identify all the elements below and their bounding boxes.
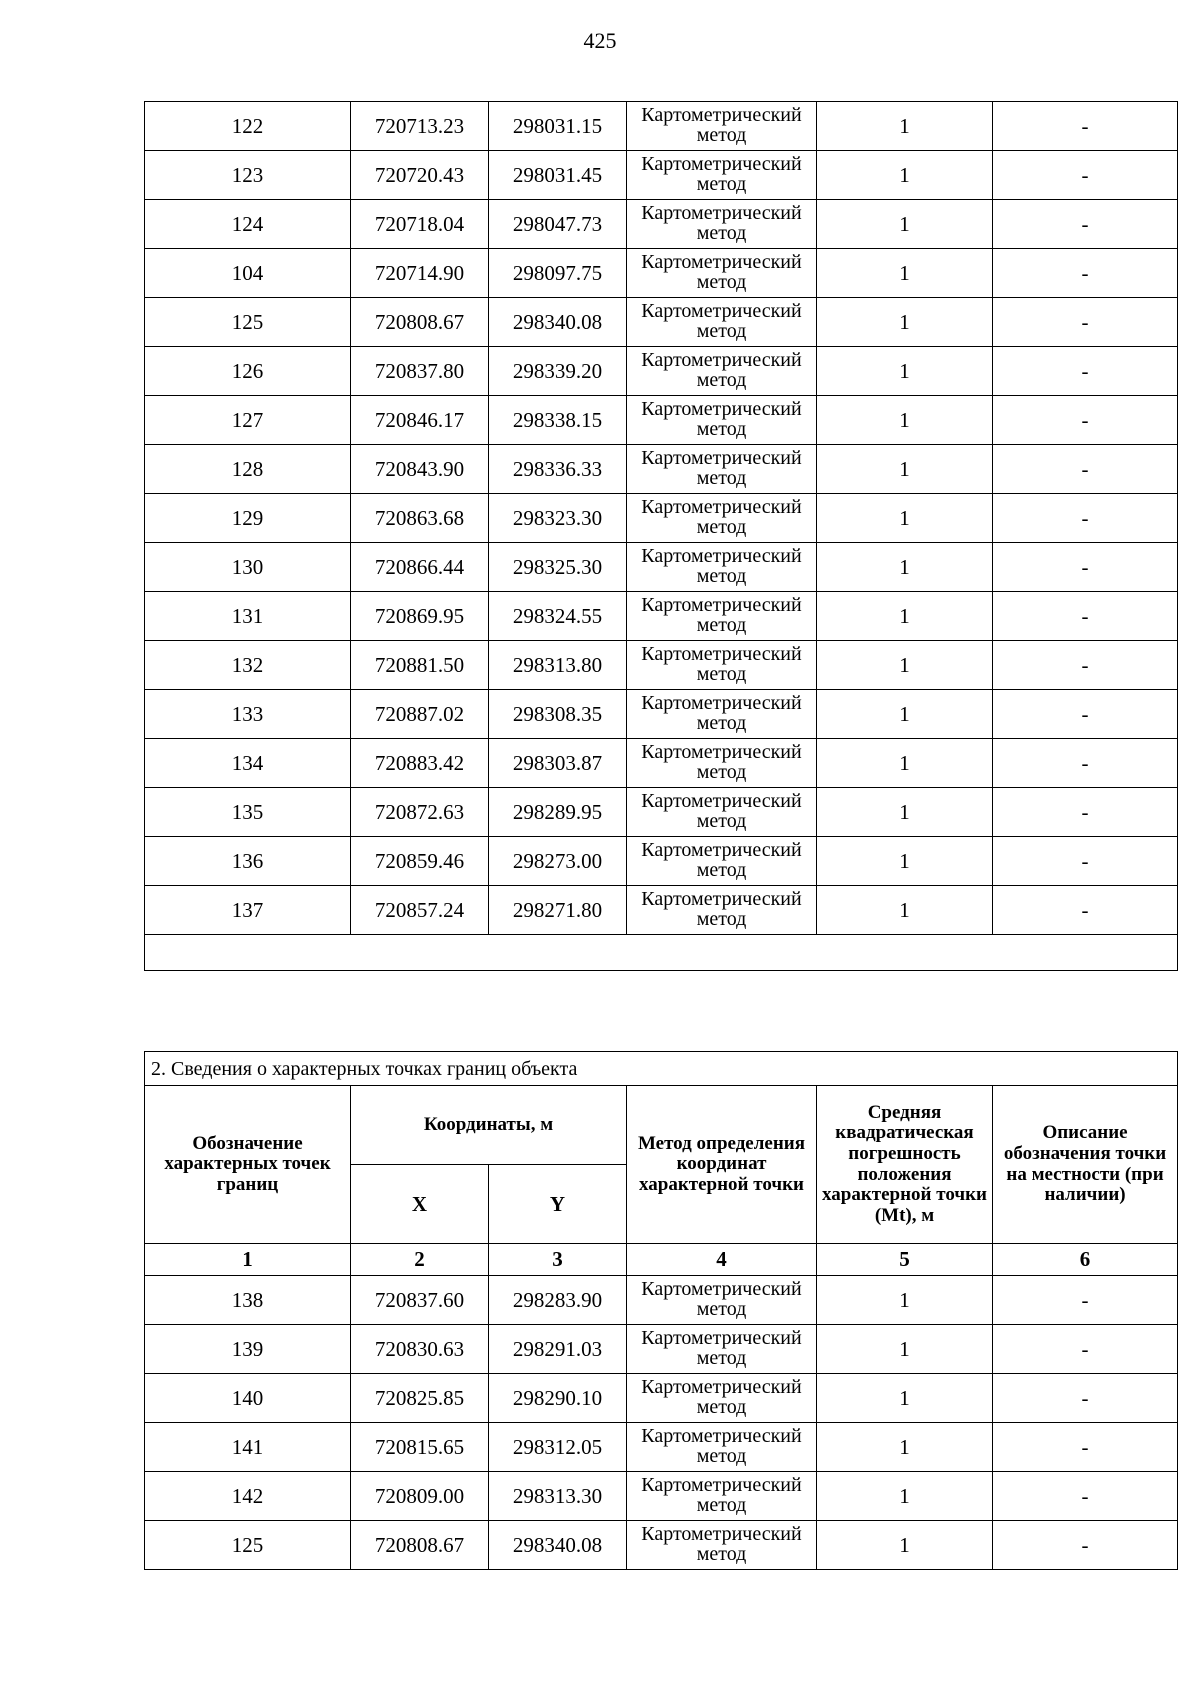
column-number: 3 (489, 1244, 627, 1276)
mt-cell: 1 (817, 886, 993, 935)
mt-cell: 1 (817, 690, 993, 739)
x-cell: 720720.43 (351, 151, 489, 200)
boundary-points-table (144, 1051, 1178, 1570)
y-cell: 298289.95 (489, 788, 627, 837)
x-cell: 720837.60 (351, 1276, 489, 1325)
point-cell: 122 (145, 102, 351, 151)
method-cell: Картометрический метод (627, 445, 817, 494)
y-cell: 298338.15 (489, 396, 627, 445)
point-cell: 104 (145, 249, 351, 298)
method-cell: Картометрический метод (627, 690, 817, 739)
description-cell: - (993, 837, 1178, 886)
header-method: Метод определения координат характерной точки (627, 1086, 817, 1244)
x-cell: 720857.24 (351, 886, 489, 935)
mt-cell: 1 (817, 200, 993, 249)
method-cell: Картометрический метод (627, 1423, 817, 1472)
mt-cell: 1 (817, 494, 993, 543)
mt-cell: 1 (817, 592, 993, 641)
mt-cell: 1 (817, 151, 993, 200)
method-cell: Картометрический метод (627, 102, 817, 151)
y-cell: 298097.75 (489, 249, 627, 298)
table-row (145, 886, 1178, 935)
column-number: 2 (351, 1244, 489, 1276)
header-x: X (351, 1165, 489, 1244)
point-cell: 140 (145, 1374, 351, 1423)
method-cell: Картометрический метод (627, 200, 817, 249)
page-number: 425 (583, 28, 617, 53)
description-cell: - (993, 1374, 1178, 1423)
description-cell: - (993, 641, 1178, 690)
method-cell: Картометрический метод (627, 249, 817, 298)
description-cell: - (993, 200, 1178, 249)
table-row (145, 249, 1178, 298)
description-cell: - (993, 102, 1178, 151)
table-row (145, 1472, 1178, 1521)
point-cell: 135 (145, 788, 351, 837)
point-cell: 134 (145, 739, 351, 788)
mt-cell: 1 (817, 837, 993, 886)
y-cell: 298323.30 (489, 494, 627, 543)
x-cell: 720837.80 (351, 347, 489, 396)
x-cell: 720808.67 (351, 1521, 489, 1570)
description-cell: - (993, 1325, 1178, 1374)
empty-row (145, 935, 1178, 971)
point-cell: 130 (145, 543, 351, 592)
table-row (145, 298, 1178, 347)
y-cell: 298283.90 (489, 1276, 627, 1325)
point-cell: 132 (145, 641, 351, 690)
column-number: 6 (993, 1244, 1178, 1276)
header-point: Обозначение характерных точек границ (145, 1086, 351, 1244)
table-row (145, 837, 1178, 886)
mt-cell: 1 (817, 1276, 993, 1325)
x-cell: 720883.42 (351, 739, 489, 788)
x-cell: 720830.63 (351, 1325, 489, 1374)
boundary-points-table-continued (144, 101, 1178, 971)
table-row (145, 641, 1178, 690)
description-cell: - (993, 249, 1178, 298)
description-cell: - (993, 739, 1178, 788)
method-cell: Картометрический метод (627, 739, 817, 788)
table-row (145, 592, 1178, 641)
x-cell: 720846.17 (351, 396, 489, 445)
y-cell: 298339.20 (489, 347, 627, 396)
x-cell: 720713.23 (351, 102, 489, 151)
x-cell: 720815.65 (351, 1423, 489, 1472)
point-cell: 129 (145, 494, 351, 543)
method-cell: Картометрический метод (627, 592, 817, 641)
y-cell: 298336.33 (489, 445, 627, 494)
method-cell: Картометрический метод (627, 886, 817, 935)
y-cell: 298313.80 (489, 641, 627, 690)
description-cell: - (993, 1423, 1178, 1472)
y-cell: 298031.15 (489, 102, 627, 151)
point-cell: 124 (145, 200, 351, 249)
column-number: 1 (145, 1244, 351, 1276)
point-cell: 125 (145, 1521, 351, 1570)
empty-cell (145, 935, 1178, 971)
x-cell: 720843.90 (351, 445, 489, 494)
description-cell: - (993, 690, 1178, 739)
method-cell: Картометрический метод (627, 641, 817, 690)
y-cell: 298047.73 (489, 200, 627, 249)
description-cell: - (993, 347, 1178, 396)
x-cell: 720859.46 (351, 837, 489, 886)
point-cell: 131 (145, 592, 351, 641)
description-cell: - (993, 1276, 1178, 1325)
method-cell: Картометрический метод (627, 1374, 817, 1423)
header-coordinates: Координаты, м (351, 1086, 627, 1165)
y-cell: 298303.87 (489, 739, 627, 788)
method-cell: Картометрический метод (627, 788, 817, 837)
table-row (145, 543, 1178, 592)
y-cell: 298313.30 (489, 1472, 627, 1521)
table-row (145, 102, 1178, 151)
table-row (145, 1325, 1178, 1374)
point-cell: 137 (145, 886, 351, 935)
point-cell: 141 (145, 1423, 351, 1472)
x-cell: 720809.00 (351, 1472, 489, 1521)
mt-cell: 1 (817, 249, 993, 298)
description-cell: - (993, 445, 1178, 494)
point-cell: 133 (145, 690, 351, 739)
x-cell: 720825.85 (351, 1374, 489, 1423)
mt-cell: 1 (817, 1423, 993, 1472)
x-cell: 720869.95 (351, 592, 489, 641)
y-cell: 298325.30 (489, 543, 627, 592)
y-cell: 298340.08 (489, 298, 627, 347)
table1-body (145, 102, 1178, 971)
column-number: 5 (817, 1244, 993, 1276)
table-row (145, 1374, 1178, 1423)
table-row (145, 1521, 1178, 1570)
mt-cell: 1 (817, 298, 993, 347)
x-cell: 720808.67 (351, 298, 489, 347)
x-cell: 720718.04 (351, 200, 489, 249)
table-row (145, 788, 1178, 837)
point-cell: 139 (145, 1325, 351, 1374)
method-cell: Картометрический метод (627, 1521, 817, 1570)
header-y: Y (489, 1165, 627, 1244)
x-cell: 720887.02 (351, 690, 489, 739)
y-cell: 298290.10 (489, 1374, 627, 1423)
x-cell: 720714.90 (351, 249, 489, 298)
mt-cell: 1 (817, 1374, 993, 1423)
method-cell: Картометрический метод (627, 1325, 817, 1374)
header-mt: Средняя квадратическая погрешность положения характерной точки (Mt), м (817, 1086, 993, 1244)
table-row (145, 739, 1178, 788)
description-cell: - (993, 1521, 1178, 1570)
y-cell: 298308.35 (489, 690, 627, 739)
table2-body (145, 1276, 1178, 1570)
description-cell: - (993, 788, 1178, 837)
header-description: Описание обозначения точки на местности (при наличии) (993, 1086, 1178, 1244)
column-number: 4 (627, 1244, 817, 1276)
x-cell: 720881.50 (351, 641, 489, 690)
description-cell: - (993, 298, 1178, 347)
mt-cell: 1 (817, 396, 993, 445)
method-cell: Картометрический метод (627, 1276, 817, 1325)
y-cell: 298273.00 (489, 837, 627, 886)
description-cell: - (993, 494, 1178, 543)
method-cell: Картометрический метод (627, 837, 817, 886)
table-row (145, 1276, 1178, 1325)
table-row (145, 1423, 1178, 1472)
table-row (145, 690, 1178, 739)
method-cell: Картометрический метод (627, 151, 817, 200)
mt-cell: 1 (817, 739, 993, 788)
point-cell: 125 (145, 298, 351, 347)
point-cell: 127 (145, 396, 351, 445)
y-cell: 298271.80 (489, 886, 627, 935)
point-cell: 123 (145, 151, 351, 200)
method-cell: Картометрический метод (627, 543, 817, 592)
mt-cell: 1 (817, 347, 993, 396)
mt-cell: 1 (817, 543, 993, 592)
table-row (145, 396, 1178, 445)
method-cell: Картометрический метод (627, 494, 817, 543)
point-cell: 142 (145, 1472, 351, 1521)
mt-cell: 1 (817, 1325, 993, 1374)
description-cell: - (993, 886, 1178, 935)
y-cell: 298031.45 (489, 151, 627, 200)
x-cell: 720872.63 (351, 788, 489, 837)
method-cell: Картометрический метод (627, 1472, 817, 1521)
y-cell: 298291.03 (489, 1325, 627, 1374)
point-cell: 136 (145, 837, 351, 886)
description-cell: - (993, 396, 1178, 445)
mt-cell: 1 (817, 102, 993, 151)
x-cell: 720863.68 (351, 494, 489, 543)
y-cell: 298340.08 (489, 1521, 627, 1570)
table-caption: 2. Сведения о характерных точках границ объекта (145, 1052, 1178, 1086)
point-cell: 138 (145, 1276, 351, 1325)
point-cell: 126 (145, 347, 351, 396)
mt-cell: 1 (817, 641, 993, 690)
description-cell: - (993, 1472, 1178, 1521)
method-cell: Картометрический метод (627, 347, 817, 396)
point-cell: 128 (145, 445, 351, 494)
description-cell: - (993, 592, 1178, 641)
mt-cell: 1 (817, 1521, 993, 1570)
table-row (145, 200, 1178, 249)
description-cell: - (993, 151, 1178, 200)
x-cell: 720866.44 (351, 543, 489, 592)
method-cell: Картометрический метод (627, 396, 817, 445)
table-row (145, 347, 1178, 396)
y-cell: 298324.55 (489, 592, 627, 641)
y-cell: 298312.05 (489, 1423, 627, 1472)
mt-cell: 1 (817, 788, 993, 837)
table-row (145, 151, 1178, 200)
method-cell: Картометрический метод (627, 298, 817, 347)
table-row (145, 445, 1178, 494)
mt-cell: 1 (817, 1472, 993, 1521)
table-row (145, 494, 1178, 543)
description-cell: - (993, 543, 1178, 592)
mt-cell: 1 (817, 445, 993, 494)
